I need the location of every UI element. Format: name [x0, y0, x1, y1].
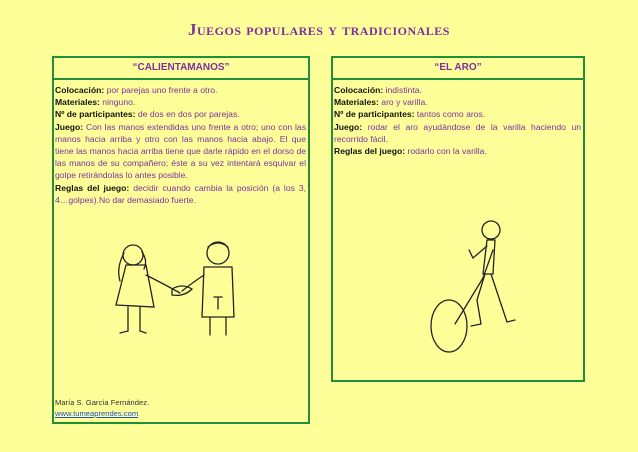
author-name: María S. García Fernández.: [55, 398, 150, 407]
colocacion-text: por parejas uno frente a otro.: [104, 85, 218, 95]
calientamanos-illustration: [106, 233, 248, 343]
reglas-label: Reglas del juego:: [334, 146, 406, 157]
card-body: [334, 84, 581, 157]
reglas-label: Reglas del juego:: [55, 182, 130, 193]
card-body: [55, 84, 306, 206]
materiales-text: aro y varilla.: [378, 97, 428, 108]
colocacion-label: Colocación:: [334, 85, 384, 95]
card-el-aro: [331, 56, 585, 382]
participantes-label: Nº de participantes:: [55, 109, 136, 120]
participantes-label: Nº de participantes:: [334, 109, 415, 120]
card-heading: “EL ARO”: [333, 58, 583, 80]
colocacion-line: [334, 84, 581, 96]
colocacion-label: Colocación:: [55, 85, 105, 95]
juego-line: [55, 121, 306, 182]
card-heading: “CALIENTAMANOS”: [54, 58, 308, 80]
reglas-text: decidir cuando cambia la posición (a los 3, 4…golpes).No dar demasiado fuerte.: [55, 182, 307, 205]
website-link[interactable]: www.tumeaprendes.com: [55, 408, 139, 418]
materiales-text: ninguno.: [99, 97, 136, 108]
participantes-line: [55, 108, 306, 120]
reglas-line: [55, 182, 306, 206]
juego-line: [334, 121, 581, 145]
participantes-line: [334, 108, 581, 120]
footer: [55, 398, 149, 419]
materiales-line: [55, 96, 306, 108]
colocacion-text: indistinta.: [383, 85, 422, 95]
materiales-label: Materiales:: [55, 97, 100, 108]
participantes-text: tantos como aros.: [414, 109, 486, 120]
card-calientamanos: [52, 56, 310, 424]
juego-label: Juego:: [334, 121, 363, 132]
colocacion-line: [55, 84, 306, 96]
reglas-line: [334, 145, 581, 157]
materiales-line: [334, 96, 581, 108]
materiales-label: Materiales:: [334, 97, 379, 108]
juego-text: Con las manos extendidas uno frente a otro; uno con las manos hacia arriba y otro con las manos hacia abajo. El que tiene las manos hacia arriba tiene que darle rápido en el dorso de las manos de su compañero; éste a su vez intentará esquivar el golpe retirándolas lo antes posible.: [55, 121, 306, 181]
page-title: Juegos populares y tradicionales: [188, 20, 450, 39]
juego-label: Juego:: [55, 121, 84, 132]
reglas-text: rodarlo con la varilla.: [405, 146, 487, 157]
el-aro-illustration: [411, 216, 531, 356]
juego-text: rodar el aro ayudándose de la varilla haciendo un recorrido fácil.: [334, 121, 581, 144]
participantes-text: de dos en dos por parejas.: [135, 109, 240, 120]
